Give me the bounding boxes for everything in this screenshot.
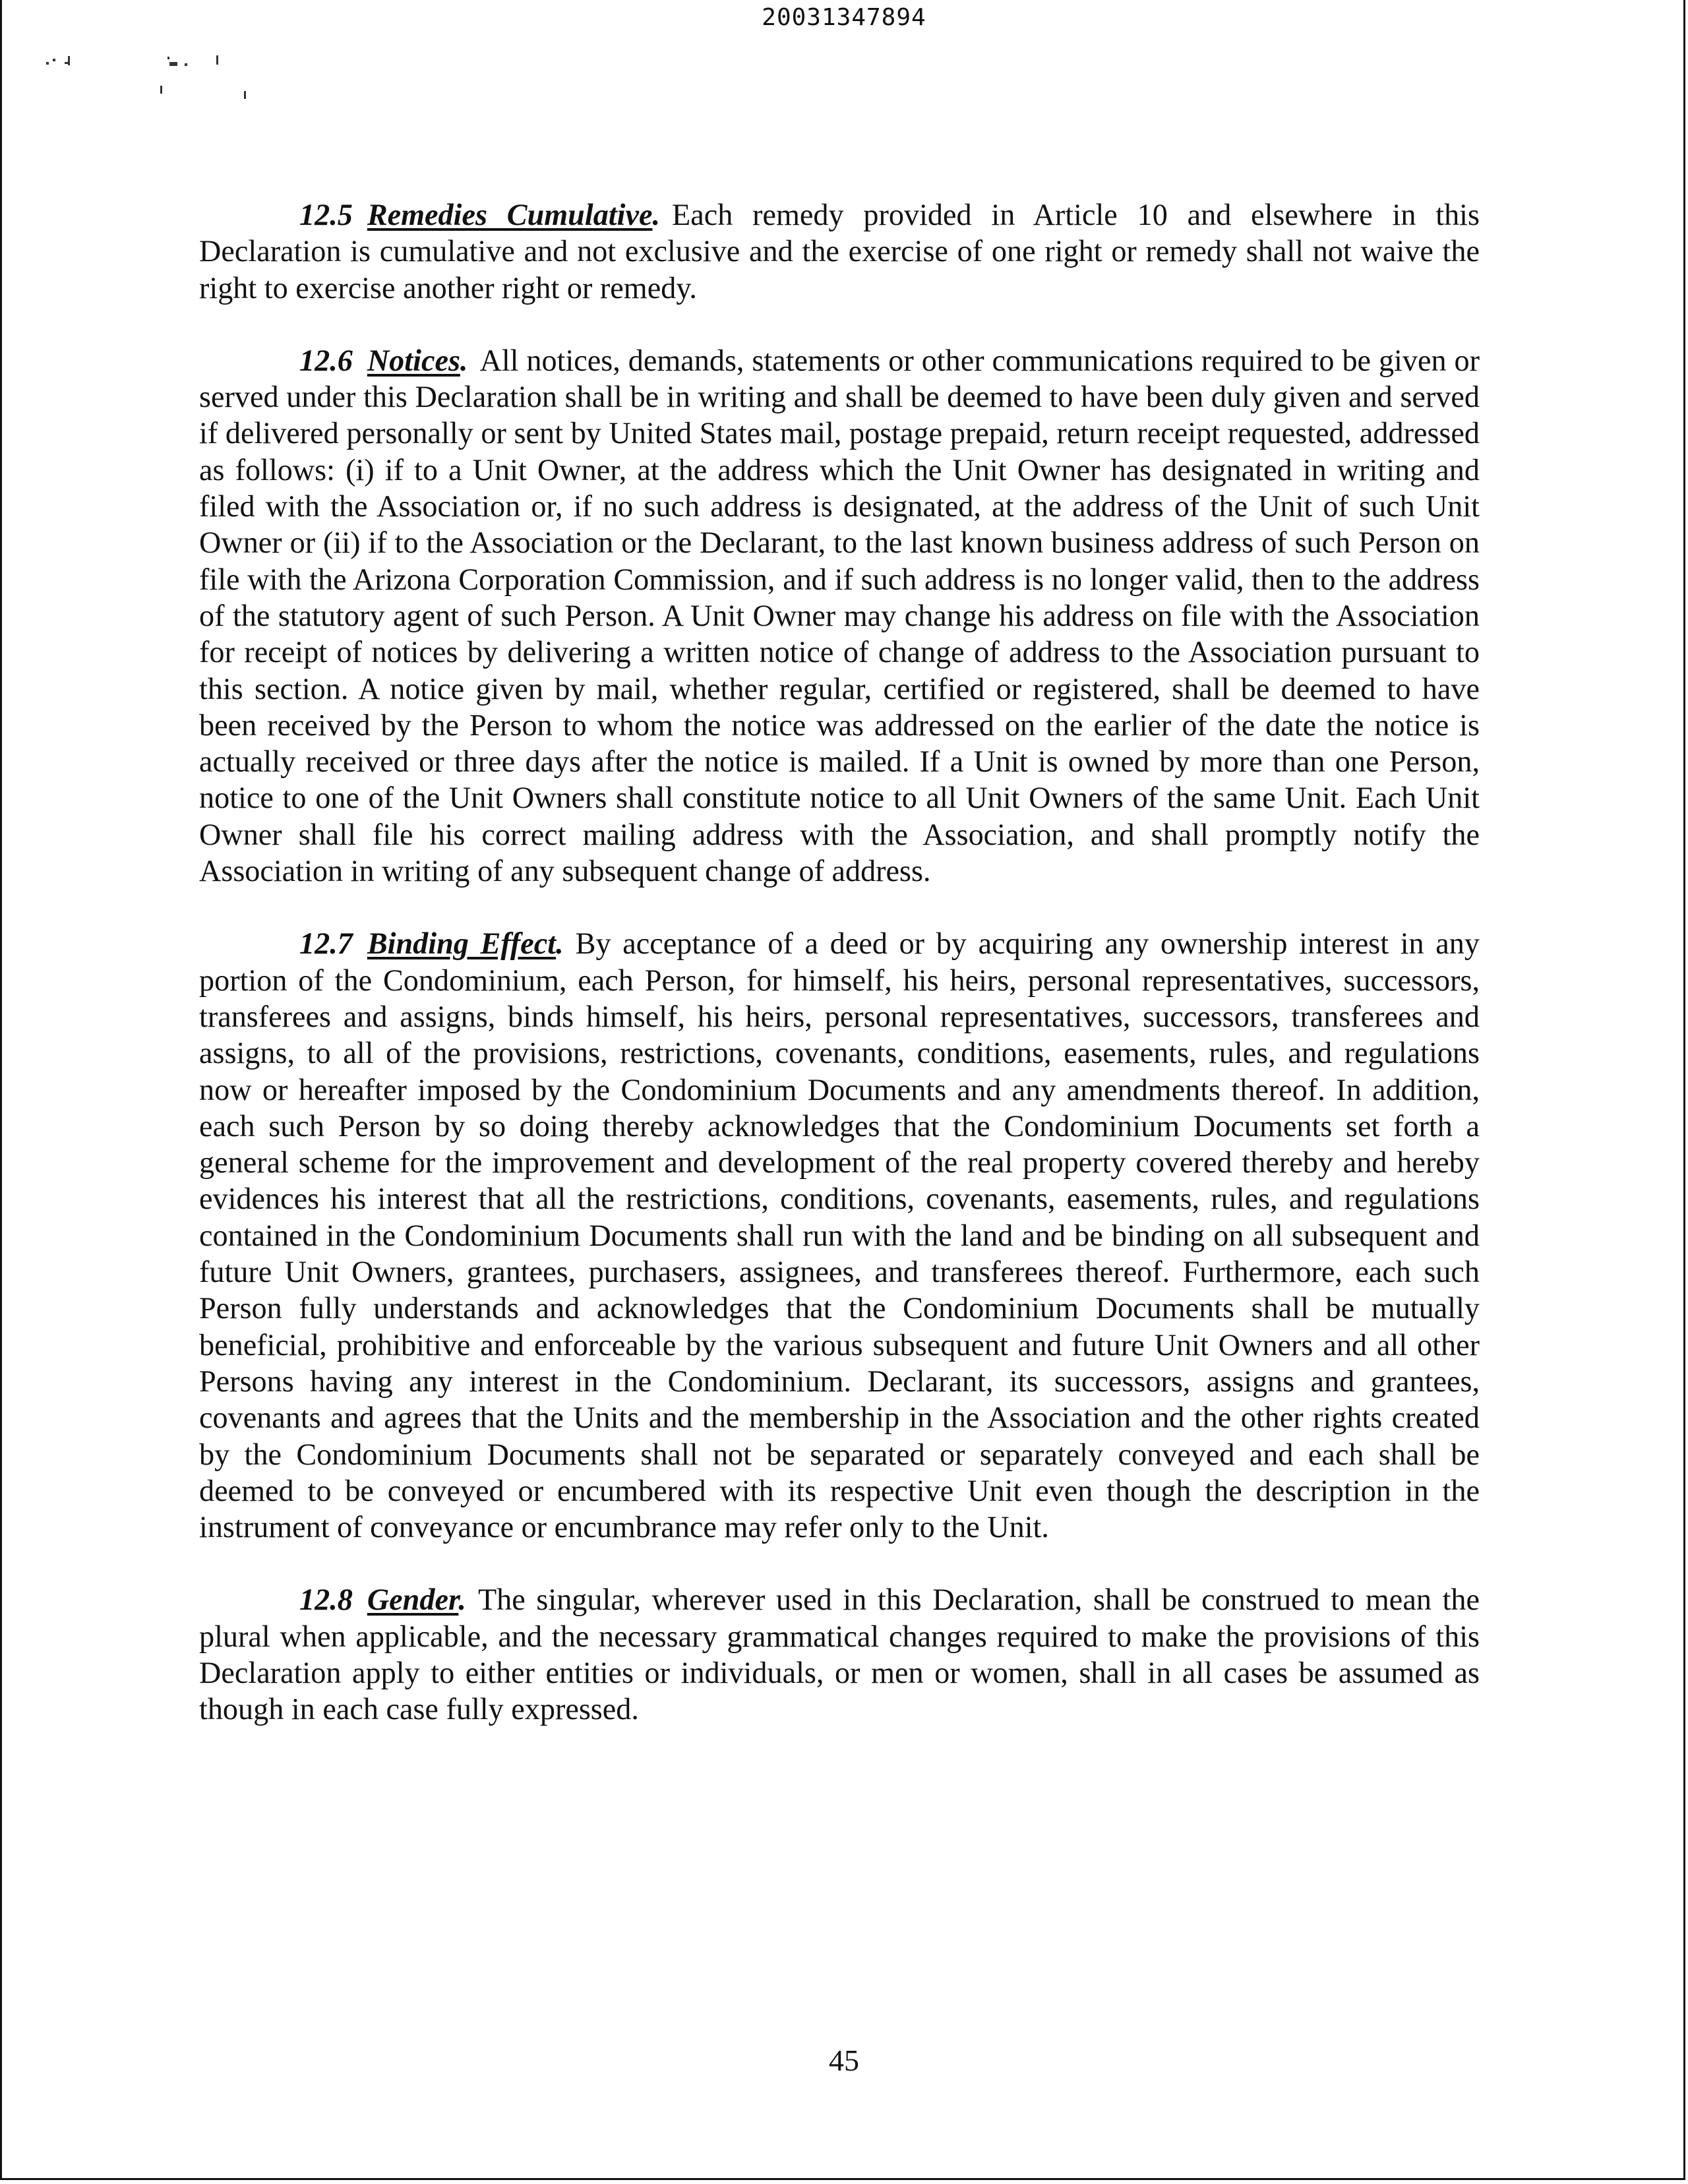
section-title-punct: .	[460, 343, 468, 377]
section-title-punct: .	[556, 926, 564, 961]
section-12-7	[199, 925, 1480, 1545]
document-body	[199, 197, 1480, 1764]
section-title: Binding Effect	[367, 926, 557, 961]
page-number: 45	[829, 2044, 859, 2077]
section-number: 12.5	[299, 198, 353, 231]
section-title: Gender	[367, 1583, 459, 1617]
section-12-6	[199, 342, 1480, 889]
section-12-5	[199, 197, 1480, 306]
section-number: 12.8	[299, 1583, 353, 1617]
scan-specks	[40, 46, 251, 112]
section-number: 12.6	[299, 343, 353, 377]
section-title-punct: .	[652, 198, 661, 231]
section-body: The singular, wherever used in this Declaration, shall be construed to mean the plural when applicable, and the necessary grammatical changes required to make the provisions of this Declaration apply to either entities or individuals, or men or women, shall in all cases be assumed as though in each case fully expressed.	[199, 1583, 1480, 1726]
section-title: Remedies Cumulative	[367, 198, 653, 231]
document-id: 20031347894	[762, 4, 926, 31]
section-12-8	[199, 1581, 1480, 1727]
section-body: By acceptance of a deed or by acquiring any ownership interest in any portion of the Condominium, each Person, for himself, his heirs, personal representatives, successors, transferees and assigns, binds himself, his heirs, personal representatives, successors, transferees and assigns, to all of the provisions, restrictions, covenants, conditions, easements, rules, and regulations now or hereafter imposed by the Condominium Documents and any amendments thereof. In addition, each such Person by so doing thereby acknowledges that the Condominium Documents set forth a general scheme for the improvement and development of the real property covered thereby and hereby evidences his interest that all the restrictions, conditions, covenants, easements, rules, and regulations contained in the Condominium Documents shall run with the land and be binding on all subsequent and future Unit Owners, grantees, purchasers, assignees, and transferees thereof. Furthermore, each such Person fully understands and acknowledges that the Condominium Documents shall be mutually beneficial, prohibitive and enforceable by the various subsequent and future Unit Owners and all other Persons having any interest in the Condominium. Declarant, its successors, assigns and grantees, covenants and agrees that the Units and the membership in the Association and the other rights created by the Condominium Documents shall not be separated or separately conveyed and each shall be deemed to be conveyed or encumbered with its respective Unit even though the description in the instrument of conveyance or encumbrance may refer only to the Unit.	[199, 926, 1480, 1544]
section-body: Each remedy provided in Article 10 and elsewhere in this Declaration is cumulative and not exclusive and the exercise of one right or remedy shall not waive the right to exercise another right or remedy.	[199, 198, 1480, 305]
section-number: 12.7	[299, 926, 353, 961]
section-title-punct: .	[458, 1583, 466, 1617]
section-body: All notices, demands, statements or other communications required to be given or served under this Declaration shall be in writing and shall be deemed to have been duly given and served if delivered personally or sent by United States mail, postage prepaid, return receipt requested, addressed as follows: (i) if to a Unit Owner, at the address which the Unit Owner has designated in writing and filed with the Association or, if no such address is designated, at the address of the Unit of such Unit Owner or (ii) if to the Association or the Declarant, to the last known business address of such Person on file with the Arizona Corporation Commission, and if such address is no longer valid, then to the address of the statutory agent of such Person. A Unit Owner may change his address on file with the Association for receipt of notices by delivering a written notice of change of address to the Association pursuant to this section. A notice given by mail, whether regular, certified or registered, shall be deemed to have been received by the Person to whom the notice was addressed on the earlier of the date the notice is actually received or three days after the notice is mailed. If a Unit is owned by more than one Person, notice to one of the Unit Owners shall constitute notice to all Unit Owners of the same Unit. Each Unit Owner shall file his correct mailing address with the Association, and shall promptly notify the Association in writing of any subsequent change of address.	[199, 343, 1480, 888]
section-title: Notices	[367, 343, 460, 377]
